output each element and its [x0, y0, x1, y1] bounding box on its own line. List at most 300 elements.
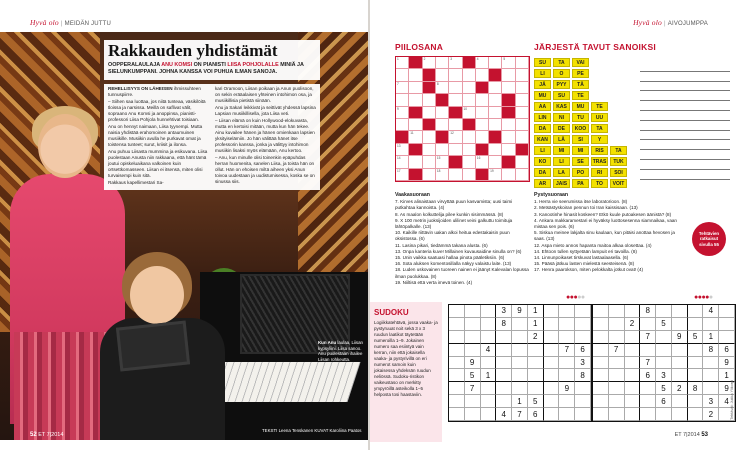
syllable-tile: MI: [572, 146, 589, 155]
crossword-cell[interactable]: [463, 94, 476, 106]
sudoku-cell[interactable]: [496, 357, 512, 370]
sudoku-cell: 5: [465, 369, 481, 382]
sudoku-cell[interactable]: [688, 305, 704, 318]
sudoku-cell[interactable]: [544, 357, 560, 370]
crossword-cell[interactable]: [436, 119, 449, 131]
article-subhead: OOPPERALAULAJA ANU KOMSI ON PIANISTI LIISA POHJOLALLE MINIÄ JA SIELUNKUMPPANI. JOHNA KANSSA VOI PUHUA ILMAN SANOJA.: [108, 62, 304, 75]
sudoku-cell[interactable]: [496, 344, 512, 357]
crossword-cell[interactable]: 4: [476, 57, 489, 69]
crossword-cell[interactable]: [436, 144, 449, 156]
sudoku-cell: 8: [496, 318, 512, 331]
sudoku-cell: 4: [703, 305, 719, 318]
syllable-tile: MI: [553, 146, 570, 155]
sudoku-cell[interactable]: [656, 408, 672, 421]
sudoku-cell[interactable]: [481, 331, 497, 344]
crossword-cell[interactable]: 18: [436, 169, 449, 181]
crossword-cell: [502, 107, 515, 119]
sudoku-cell[interactable]: [481, 357, 497, 370]
sudoku-cell[interactable]: [656, 305, 672, 318]
sudoku-cell[interactable]: [575, 318, 591, 331]
crossword-cell[interactable]: [489, 107, 502, 119]
sudoku-cell[interactable]: [465, 331, 481, 344]
sudoku-cell[interactable]: [512, 344, 528, 357]
crossword-cell[interactable]: [449, 94, 462, 106]
sudoku-cell[interactable]: [575, 305, 591, 318]
sudoku-cell: 6: [656, 395, 672, 408]
sudoku-cell: 4: [481, 344, 497, 357]
syllable-tile: RIS: [591, 146, 608, 155]
sudoku-cell[interactable]: [512, 382, 528, 395]
sudoku-cell[interactable]: [672, 408, 688, 421]
syllable-tile: DA: [534, 168, 551, 177]
sudoku-cell[interactable]: [719, 318, 735, 331]
sudoku-cell[interactable]: [544, 331, 560, 344]
sudoku-cell[interactable]: [656, 331, 672, 344]
crossword-cell: [436, 131, 449, 143]
crossword-cell[interactable]: [396, 119, 409, 131]
sudoku-cell[interactable]: [512, 318, 528, 331]
sudoku-cell: 6: [575, 344, 591, 357]
syllable-tile: DA: [534, 124, 551, 133]
sudoku-cell[interactable]: [528, 357, 544, 370]
crossword-cell[interactable]: [516, 156, 529, 168]
sudoku-cell[interactable]: [559, 357, 575, 370]
left-page: [0, 0, 368, 450]
crossword-cell[interactable]: [463, 156, 476, 168]
crossword-cell[interactable]: [396, 69, 409, 81]
sudoku-cell[interactable]: [593, 357, 609, 370]
crossword-cell: [463, 57, 476, 69]
crossword-cell[interactable]: [502, 69, 515, 81]
sudoku-cell: 8: [688, 382, 704, 395]
sudoku-cell: 9: [719, 382, 735, 395]
crossword-cell: [436, 94, 449, 106]
sudoku-cell[interactable]: [625, 408, 641, 421]
clue-item: 9. X 100 metrin juoksijoiden ulilinet veini galkuttu toimituja lähtöpalkalle. (13): [395, 217, 513, 230]
sudoku-cell[interactable]: [559, 331, 575, 344]
sudoku-cell[interactable]: [688, 344, 704, 357]
syllable-tile: TA: [553, 58, 570, 67]
crossword-cell[interactable]: 8: [436, 82, 449, 94]
sudoku-cell[interactable]: [512, 357, 528, 370]
crossword-cell[interactable]: [489, 156, 502, 168]
crossword-cell[interactable]: [516, 57, 529, 69]
sudoku-cell[interactable]: [528, 369, 544, 382]
crossword-cell[interactable]: 11: [409, 131, 422, 143]
crossword-cell[interactable]: [489, 94, 502, 106]
syllable-tile: TA: [591, 124, 608, 133]
sudoku-cell[interactable]: [449, 357, 465, 370]
sudoku-cell: 7: [559, 344, 575, 357]
crossword-cell[interactable]: 12: [449, 131, 462, 143]
article-column-2: kari Oramoon, Liisan poikaan ja Anun puolisoon, on sekin erääalaisen yhteinen intohimon osa, ja musiikillisia pietistä siinään. Anu ja Sakari leikkivät ja seittivät yhdessä lapsina Lapsian musiikillisella, jota Liisa veti. – Liisan elämä on kuin Hollywood-elokuvasta, mutta en kertoisi mitään, mutta kun hän tekee. Ainu kuvailee hänen ja hänen omienkaan lapsien yksityiselämiin. Jo hän välittää hänet itse professorin kanssa, jonka ja välittyy intohimon musiikin lisaksi myös elämään, Anu kertoo. – Anu, kun minulle olisi toinenkin epäpuhdas herran huomenita, sanelen Liisa, ja toista hän on ollut. Hän on ehoisen miltä aiheen yksi Anun toivoa uudestaan ja uudistumisessa, koska se on sinussa siis.: [215, 86, 316, 184]
sudoku-cell[interactable]: [449, 318, 465, 331]
answer-line[interactable]: [640, 91, 730, 101]
article-body: [104, 84, 320, 190]
answer-line[interactable]: [640, 150, 730, 160]
crossword-cell[interactable]: [449, 144, 462, 156]
sudoku-cell[interactable]: [512, 369, 528, 382]
sudoku-cell[interactable]: [544, 408, 560, 421]
sudoku-cell[interactable]: [719, 305, 735, 318]
crossword-cell[interactable]: [476, 107, 489, 119]
crossword-cell: [449, 156, 462, 168]
crossword-cell[interactable]: [423, 144, 436, 156]
answer-line[interactable]: [640, 131, 730, 141]
crossword-cell[interactable]: [489, 82, 502, 94]
sudoku-cell[interactable]: [625, 305, 641, 318]
syllable-tile: AA: [534, 102, 551, 111]
sudoku-cell[interactable]: [465, 318, 481, 331]
crossword-grid[interactable]: [395, 56, 530, 182]
crossword-cell[interactable]: [476, 69, 489, 81]
crossword-cell[interactable]: [409, 69, 422, 81]
sudoku-cell: 9: [672, 331, 688, 344]
photo-caption: Kun Anu laulaa, Liisan kypsyliini. Liisa sanoo. Anu puolestaan ihailee Liisan rohkeutta.: [318, 340, 363, 362]
sudoku-cell[interactable]: [688, 408, 704, 421]
sudoku-cell[interactable]: [625, 344, 641, 357]
sudoku-cell[interactable]: [449, 382, 465, 395]
crossword-cell[interactable]: [463, 131, 476, 143]
sudoku-cell[interactable]: [593, 408, 609, 421]
tile-spacer: [610, 113, 627, 122]
sudoku-cell: 1: [703, 331, 719, 344]
sudoku-cell: 2: [528, 331, 544, 344]
syllable-tile: TU: [572, 113, 589, 122]
answer-line[interactable]: [640, 82, 730, 92]
clue-item: 5. Siskua meinee lakjalta sinu kaulaan, kun pitäisi anottaa hevosen ja saas. (13): [534, 230, 675, 242]
sudoku-cell: 9: [512, 305, 528, 318]
sudoku-info: [370, 302, 442, 442]
crossword-cell[interactable]: 3: [449, 57, 462, 69]
answer-line[interactable]: [640, 140, 730, 150]
sudoku-cell[interactable]: [559, 408, 575, 421]
sudoku-cell[interactable]: [449, 395, 465, 408]
clue-item: 16. Sota aluksen komentosillalla näkyy valaistu laite. (13): [395, 261, 512, 267]
crossword-cell[interactable]: [449, 82, 462, 94]
crossword-cell[interactable]: [449, 69, 462, 81]
crossword-cell[interactable]: [409, 94, 422, 106]
tile-spacer: [591, 80, 608, 89]
syllable-tile: LI: [534, 69, 551, 78]
sudoku-cell[interactable]: [593, 395, 609, 408]
sudoku-cell[interactable]: [609, 395, 625, 408]
sudoku-cell[interactable]: [640, 408, 656, 421]
sudoku-cell[interactable]: [703, 357, 719, 370]
sudoku-cell[interactable]: [481, 305, 497, 318]
clue-item: 11. Lasina pikari, tiedämmä takana alusta. (6): [395, 242, 488, 248]
sudoku-cell[interactable]: [593, 331, 609, 344]
crossword-cell[interactable]: 7: [396, 82, 409, 94]
sudoku-cell[interactable]: [449, 408, 465, 421]
crossword-cell[interactable]: 15: [436, 156, 449, 168]
clue-item: 10. Kaikille riittävin uakan alkoi heitua edestakaisin puun oksistossa. (6): [395, 230, 510, 242]
crossword-cell[interactable]: [423, 156, 436, 168]
crossword-cell: [449, 107, 462, 119]
answer-line[interactable]: [640, 160, 730, 170]
crossword-cell[interactable]: [502, 82, 515, 94]
crossword-cell[interactable]: [449, 119, 462, 131]
sudoku-cell[interactable]: [640, 382, 656, 395]
sudoku-cell: 5: [528, 395, 544, 408]
sudoku-cell[interactable]: [656, 357, 672, 370]
sudoku-cell: 6: [719, 344, 735, 357]
crossword-cell[interactable]: [463, 169, 476, 181]
sudoku-cell: 5: [656, 318, 672, 331]
sudoku-cell[interactable]: [609, 318, 625, 331]
sudoku-cell[interactable]: [544, 318, 560, 331]
tile-spacer: [610, 135, 627, 144]
crossword-cell[interactable]: [502, 119, 515, 131]
sudoku-cell: 4: [719, 395, 735, 408]
sudoku-cell[interactable]: [496, 382, 512, 395]
syllable-tile: LÄ: [553, 135, 570, 144]
sudoku-cell[interactable]: [575, 408, 591, 421]
sudoku-cell[interactable]: [609, 305, 625, 318]
sudoku-cell[interactable]: [575, 395, 591, 408]
sudoku-cell[interactable]: [449, 369, 465, 382]
answer-line[interactable]: [640, 170, 730, 180]
crossword-cell[interactable]: 5: [502, 57, 515, 69]
sudoku-cell[interactable]: [719, 331, 735, 344]
crossword-cell[interactable]: 13: [396, 144, 409, 156]
sudoku-cell[interactable]: [496, 331, 512, 344]
sudoku-cell[interactable]: [559, 369, 575, 382]
sudoku-cell[interactable]: [609, 382, 625, 395]
sudoku-cell[interactable]: [672, 305, 688, 318]
clue-item: 12. Aspa mieto annos hapanta maitoa alkaa olosettaa. (4): [534, 242, 652, 248]
difficulty-dots-1: ●●●●●: [566, 294, 585, 301]
answer-line[interactable]: [640, 111, 730, 121]
sudoku-cell[interactable]: [703, 318, 719, 331]
sudoku-cell[interactable]: [672, 395, 688, 408]
sudoku-cell: 3: [656, 369, 672, 382]
sudoku-cell[interactable]: [609, 357, 625, 370]
sudoku-cell[interactable]: [481, 318, 497, 331]
sudoku-cell[interactable]: [575, 331, 591, 344]
syllable-tile: TUK: [610, 157, 627, 166]
syllable-tile: LI: [534, 146, 551, 155]
crossword-cell[interactable]: [409, 119, 422, 131]
crossword-cell[interactable]: [476, 119, 489, 131]
sudoku-cell[interactable]: [640, 344, 656, 357]
syllable-tile: SU: [553, 91, 570, 100]
crossword-cell: [476, 144, 489, 156]
sudoku-cell[interactable]: [465, 344, 481, 357]
answer-lines[interactable]: [640, 62, 730, 180]
sudoku-grid-2[interactable]: [592, 304, 736, 422]
crossword-cell[interactable]: [409, 82, 422, 94]
syllable-tile: TE: [572, 91, 589, 100]
sudoku-cell[interactable]: [544, 344, 560, 357]
sudoku-cell[interactable]: [609, 331, 625, 344]
sudoku-cell: 5: [688, 331, 704, 344]
crossword-cell[interactable]: [516, 69, 529, 81]
sudoku-cell[interactable]: [640, 318, 656, 331]
sudoku-cell[interactable]: [449, 305, 465, 318]
clue-item: 18. Luden uskovainen tuoreen nainen ei jäänyt Kalevalan lopussa ilman puolukkaa. (8): [395, 267, 529, 279]
sudoku-cell[interactable]: [496, 395, 512, 408]
sudoku-cell[interactable]: [528, 344, 544, 357]
answer-line[interactable]: [640, 121, 730, 131]
sudoku-cell: 8: [640, 305, 656, 318]
syllable-tile: NI: [553, 113, 570, 122]
crossword-cell: [516, 144, 529, 156]
sudoku-cell[interactable]: [672, 369, 688, 382]
tile-spacer: [591, 58, 608, 67]
sudoku-cell[interactable]: [559, 305, 575, 318]
sudoku-cell[interactable]: [688, 369, 704, 382]
sudoku-cell[interactable]: [593, 318, 609, 331]
sudoku-cell[interactable]: [656, 344, 672, 357]
crossword-cell[interactable]: [436, 69, 449, 81]
crossword-cell[interactable]: [476, 94, 489, 106]
sudoku-cell[interactable]: [481, 408, 497, 421]
sudoku-cell[interactable]: [609, 369, 625, 382]
sudoku-cell: 3: [496, 305, 512, 318]
sudoku-cell[interactable]: [544, 369, 560, 382]
crossword-cell[interactable]: [423, 107, 436, 119]
crossword-cell: [423, 69, 436, 81]
crossword-cell[interactable]: [409, 156, 422, 168]
crossword-cell[interactable]: [502, 169, 515, 181]
sudoku-cell[interactable]: [640, 395, 656, 408]
crossword-cell[interactable]: [516, 82, 529, 94]
crossword-cell[interactable]: [502, 131, 515, 143]
crossword-cell[interactable]: 10: [463, 107, 476, 119]
clue-item: 4. Ankara makkaramestari ei hyväksy luottosesenna siamnaikaa, vaan mistaa sen pois. (6): [534, 217, 677, 230]
sudoku-cell[interactable]: [688, 357, 704, 370]
sudoku-cell[interactable]: [544, 382, 560, 395]
sudoku-cell[interactable]: [449, 331, 465, 344]
sudoku-cell[interactable]: [449, 344, 465, 357]
sudoku-cell[interactable]: [625, 382, 641, 395]
crossword-cell[interactable]: [502, 144, 515, 156]
answer-line[interactable]: [640, 101, 730, 111]
crossword-cell[interactable]: [423, 94, 436, 106]
clue-item: 17. Henra paarokson, miten pelokkalta jotkut ovat! (4): [534, 267, 644, 273]
sudoku-cell[interactable]: [465, 305, 481, 318]
sudoku-cell: 2: [703, 408, 719, 421]
tile-spacer: [591, 91, 608, 100]
sudoku-cell[interactable]: [528, 382, 544, 395]
sudoku-cell[interactable]: [465, 395, 481, 408]
syllable-tile: JÄ: [534, 80, 551, 89]
crossword-cell[interactable]: [423, 169, 436, 181]
sudoku-cell[interactable]: [559, 395, 575, 408]
syllable-tile: TÄ: [572, 80, 589, 89]
sudoku-cell[interactable]: [688, 395, 704, 408]
sudoku-cell[interactable]: [559, 318, 575, 331]
syllable-tile: MU: [572, 102, 589, 111]
sudoku-cell[interactable]: [481, 395, 497, 408]
crossword-cell[interactable]: 14: [396, 156, 409, 168]
answer-line[interactable]: [640, 72, 730, 82]
crossword-cell[interactable]: [436, 57, 449, 69]
syllable-tile: MU: [534, 91, 551, 100]
crossword-cell[interactable]: [489, 119, 502, 131]
sudoku-cell: 1: [719, 369, 735, 382]
article-title: Rakkauden yhdistämät: [108, 41, 278, 60]
crossword-cell[interactable]: [463, 82, 476, 94]
sudoku-cell[interactable]: [672, 318, 688, 331]
sudoku-cell[interactable]: [625, 331, 641, 344]
crossword-cell[interactable]: [489, 144, 502, 156]
sudoku-cell[interactable]: [625, 357, 641, 370]
sudoku-cell[interactable]: [625, 369, 641, 382]
sudoku-cell[interactable]: [672, 357, 688, 370]
crossword-cell[interactable]: [463, 69, 476, 81]
sudoku-grid-1[interactable]: [448, 304, 592, 422]
crossword-cell[interactable]: [516, 94, 529, 106]
syllable-tile: SOI: [610, 168, 627, 177]
syllable-tile: PE: [572, 69, 589, 78]
sudoku-cell[interactable]: [703, 382, 719, 395]
puzzle-credit: Tehtävät: Jukka Ylikorpi: [730, 380, 734, 420]
sudoku-cell[interactable]: [575, 382, 591, 395]
sudoku-cell[interactable]: [593, 344, 609, 357]
sudoku-cell[interactable]: [496, 369, 512, 382]
crossword-cell[interactable]: 17: [396, 169, 409, 181]
crossword-cell[interactable]: [476, 131, 489, 143]
crossword-cell[interactable]: [449, 169, 462, 181]
syllable-tile: KO: [534, 157, 551, 166]
sudoku-cell[interactable]: [544, 395, 560, 408]
crossword-cell[interactable]: 9: [396, 107, 409, 119]
sudoku-cell[interactable]: [672, 344, 688, 357]
tile-spacer: [610, 91, 627, 100]
sudoku-cell[interactable]: [544, 305, 560, 318]
sudoku-cell: 7: [512, 408, 528, 421]
crossword-cell[interactable]: [463, 144, 476, 156]
crossword-cell[interactable]: 19: [489, 169, 502, 181]
sudoku-cell[interactable]: [609, 408, 625, 421]
sudoku-cell[interactable]: [593, 369, 609, 382]
crossword-cell: [409, 57, 422, 69]
crossword-cell[interactable]: [396, 94, 409, 106]
syllable-tile: LA: [553, 168, 570, 177]
sudoku-cell: 3: [575, 357, 591, 370]
sudoku-cell[interactable]: [593, 305, 609, 318]
crossword-cell[interactable]: [516, 119, 529, 131]
syllable-tile: TE: [591, 102, 608, 111]
crossword-cell[interactable]: [516, 131, 529, 143]
crossword-cell[interactable]: [516, 107, 529, 119]
difficulty-dots-2: ●●●●●: [694, 294, 713, 301]
crossword-cell: [409, 144, 422, 156]
sudoku-cell[interactable]: [703, 369, 719, 382]
sudoku-cell[interactable]: [465, 408, 481, 421]
crossword-cell[interactable]: [423, 131, 436, 143]
crossword-cell[interactable]: 1: [396, 57, 409, 69]
left-folio: Hyvä olo | MEIDÄN JUTTU: [30, 18, 112, 27]
crossword-cell[interactable]: 16: [476, 156, 489, 168]
crossword-cell[interactable]: [436, 107, 449, 119]
sudoku-cell[interactable]: [593, 382, 609, 395]
crossword-cell[interactable]: 2: [423, 57, 436, 69]
syllable-tile: PA: [572, 179, 589, 188]
sudoku-cell[interactable]: [625, 395, 641, 408]
sudoku-cell[interactable]: [512, 331, 528, 344]
sudoku-cell[interactable]: [481, 382, 497, 395]
crossword-cell[interactable]: [516, 169, 529, 181]
sudoku-cell: 1: [481, 369, 497, 382]
crossword-cell[interactable]: [489, 57, 502, 69]
tile-spacer: [610, 58, 627, 67]
answer-line[interactable]: [640, 62, 730, 72]
sudoku-cell[interactable]: [688, 318, 704, 331]
solutions-badge: Tehtävien ratkaisut sivulla 55: [692, 222, 726, 256]
